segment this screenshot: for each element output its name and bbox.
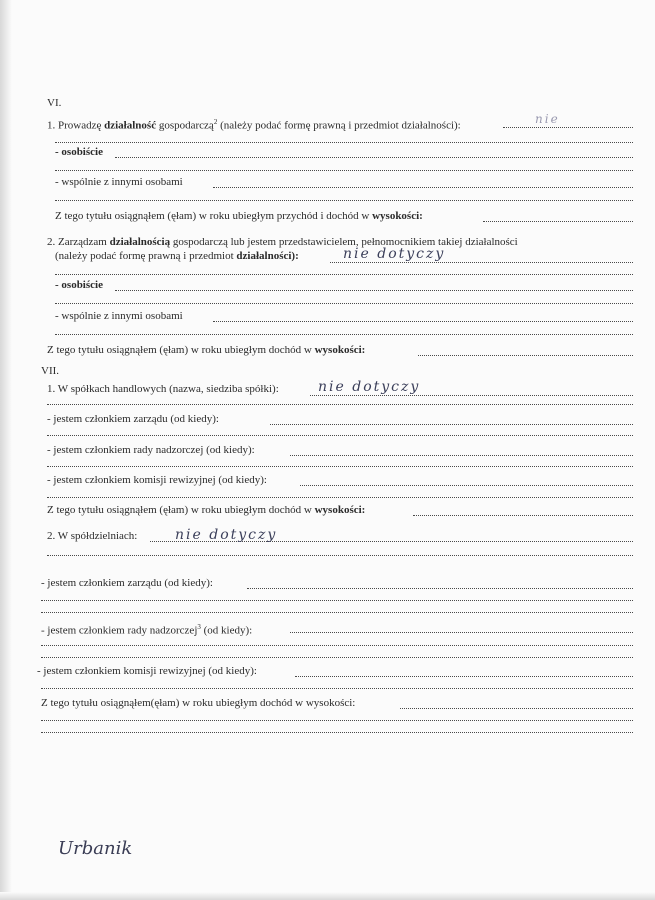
s7-income-1: Z tego tytułu osiągnąłem (ęłam) w roku ubiegłym dochód w wysokości: <box>47 504 366 516</box>
s7-dots-line <box>47 497 633 498</box>
s7-komisja: - jestem członkiem komisji rewizyjnej (od kiedy): <box>47 474 267 486</box>
s7-komisja-2: - jestem członkiem komisji rewizyjnej (od kiedy): <box>37 665 257 677</box>
s7-dots-line <box>41 645 633 646</box>
s6-osobiscie: - osobiście <box>55 146 103 158</box>
s6-dots-line <box>55 142 633 143</box>
s7-income-1-dots <box>413 515 633 516</box>
s6-wspolnie-2-dots <box>213 321 633 322</box>
s6-wspolnie-dots <box>213 187 633 188</box>
s7-zarzad-dots <box>270 424 633 425</box>
section-vi-heading: VI. <box>47 97 62 109</box>
s7-dots-line <box>47 435 633 436</box>
s6-income-2: Z tego tytułu osiągnąłem (ęłam) w roku ubiegłym dochód w wysokości: <box>47 344 366 356</box>
s6-dots-line <box>55 303 633 304</box>
s7-komisja-2-dots <box>295 676 633 677</box>
s7-dots-line <box>41 688 633 689</box>
s6-dots-line <box>55 200 633 201</box>
s6-dots-line <box>55 334 633 335</box>
s6-wspolnie: - wspólnie z innymi osobami <box>55 176 183 188</box>
s6-item1-handwriting: nie <box>535 112 560 126</box>
s7-zarzad-2: - jestem członkiem zarządu (od kiedy): <box>41 577 213 589</box>
s7-zarzad: - jestem członkiem zarządu (od kiedy): <box>47 413 219 425</box>
s6-item2-handwriting: nie dotyczy <box>343 246 446 262</box>
s7-income-2-dots <box>400 708 633 709</box>
s6-wspolnie-2: - wspólnie z innymi osobami <box>55 310 183 322</box>
s6-dots-line <box>55 170 633 171</box>
s7-dots-line <box>47 466 633 467</box>
s6-item2-text-line2: (należy podać formę prawną i przedmiot działalności): <box>55 250 299 262</box>
s6-osobiscie-dots <box>115 157 633 158</box>
s7-rada-2-dots <box>290 632 633 633</box>
section-vii-heading: VII. <box>41 365 60 377</box>
s7-item1-text: 1. W spółkach handlowych (nazwa, siedziba spółki): <box>47 383 279 395</box>
s7-rada-2: - jestem członkiem rady nadzorczej$^3$ (od kiedy): <box>41 623 253 637</box>
s7-dots-line <box>41 657 633 658</box>
scan-bottom-edge <box>0 892 655 900</box>
s7-zarzad-2-dots <box>247 588 633 589</box>
s7-dots-line <box>41 612 633 613</box>
s7-rada-dots <box>290 455 633 456</box>
s6-item2-dots <box>330 262 633 263</box>
s7-item1-dots <box>310 395 633 396</box>
s7-item2-text: 2. W spółdzielniach: <box>47 530 138 542</box>
s7-dots-line <box>47 404 633 405</box>
s7-komisja-dots <box>300 485 633 486</box>
s6-item1-dots <box>503 127 633 128</box>
s7-dots-line <box>47 555 633 556</box>
s7-dots-line <box>41 732 633 733</box>
s7-income-2: Z tego tytułu osiągnąłem(ęłam) w roku ubiegłym dochód w wysokości: <box>41 697 356 709</box>
s6-osobiscie-2: - osobiście <box>55 279 103 291</box>
s6-income-2-dots <box>418 355 633 356</box>
signature: Urbanik <box>58 838 133 859</box>
s7-item1-handwriting: nie dotyczy <box>318 379 421 395</box>
s7-dots-line <box>41 600 633 601</box>
s7-dots-line <box>41 720 633 721</box>
s7-item2-handwriting: nie dotyczy <box>175 527 278 543</box>
s6-item2-text: 2. Zarządzam działalnością gospodarczą lub jestem przedstawicielem, pełnomocnikiem takiej działalności <box>47 236 518 248</box>
scan-edge-shadow <box>0 0 12 900</box>
s6-osobiscie-2-dots <box>115 290 633 291</box>
s7-rada: - jestem członkiem rady nadzorczej (od kiedy): <box>47 444 255 456</box>
s6-item1-text: 1. Prowadzę działalność gospodarczą$^2$ (należy podać formę prawną i przedmiot działalności): <box>47 118 461 132</box>
s6-dots-line <box>55 274 633 275</box>
s6-income-1: Z tego tytułu osiągnąłem (ęłam) w roku ubiegłym przychód i dochód w wysokości: <box>55 210 423 222</box>
s6-income-1-dots <box>483 221 633 222</box>
